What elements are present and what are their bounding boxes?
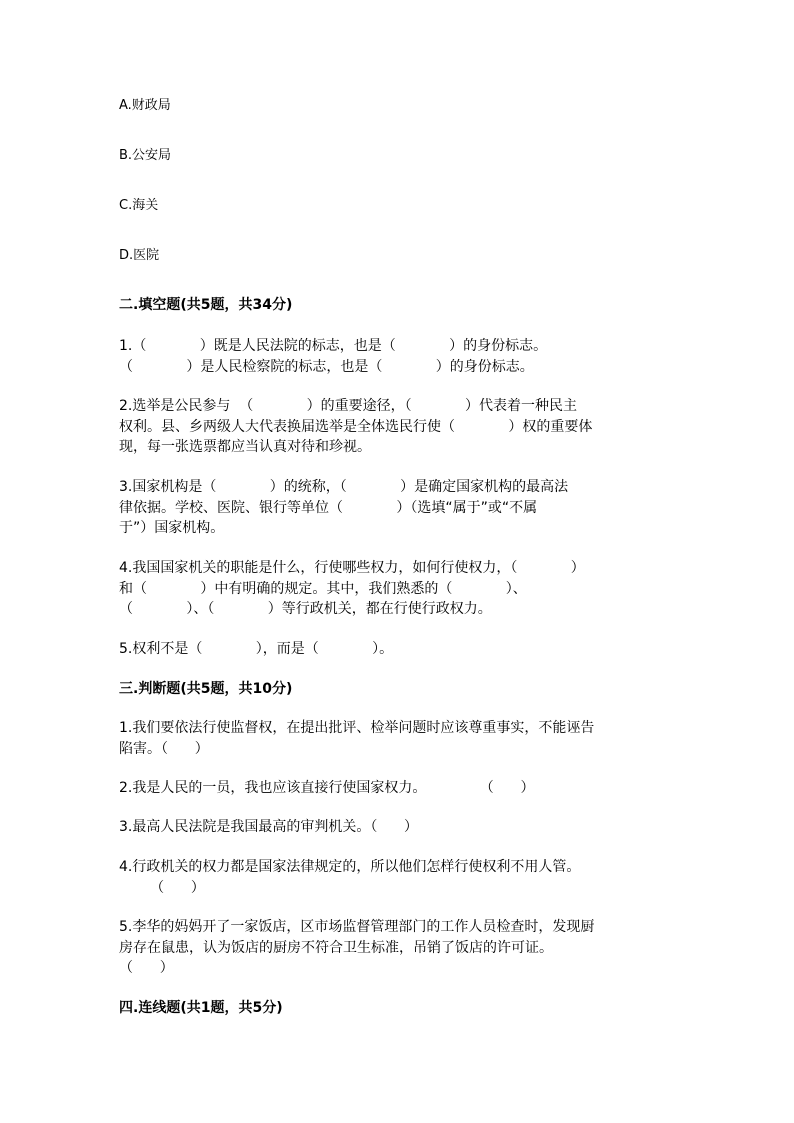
- question-line: 5.李华的妈妈开了一家饭店，区市场监督管理部门的工作人员检查时，发现厨: [119, 919, 595, 935]
- question-line: 陷害。（ ）: [119, 740, 209, 757]
- question-line: 权利。县、乡两级人大代表换届选举是全体选民行使（ ）权的重要体: [119, 418, 593, 435]
- fill-question-2: [119, 396, 669, 458]
- question-line: （ ）是人民检察院的标志，也是（ ）的身份标志。: [119, 358, 534, 375]
- judge-question-1: [119, 718, 669, 759]
- question-line: 4.行政机关的权力都是国家法律规定的，所以他们怎样行使权利不用人管。: [119, 859, 581, 875]
- fill-question-3: [119, 477, 669, 539]
- option-b: B.公安局: [119, 148, 172, 163]
- fill-question-1: [119, 336, 669, 377]
- judge-question-2: [119, 778, 669, 799]
- section-header-true-false: 三.判断题(共5题，共10分): [119, 681, 293, 697]
- question-line: 3.国家机构是（ ）的统称，（ ）是确定国家机构的最高法: [119, 479, 569, 495]
- question-line: （ ）: [119, 960, 174, 976]
- fill-question-5: [119, 639, 669, 660]
- section-header-fill-blank: 二.填空题(共5题，共34分): [119, 297, 293, 313]
- question-line: 现，每一张选票都应当认真对待和珍视。: [119, 439, 371, 455]
- question-line: 4.我国国家机关的职能是什么，行使哪些权力，如何行使权力，（ ）: [119, 560, 585, 576]
- option-a: A.财政局: [119, 98, 171, 113]
- section-header-matching: 四.连线题(共1题，共5分): [119, 1000, 283, 1016]
- question-line: 1.我们要依法行使监督权，在提出批评、检举问题时应该尊重事实，不能诬告: [119, 720, 595, 736]
- question-line: （ ）、（ ）等行政机关，都在行使行政权力。: [119, 601, 492, 617]
- judge-question-5: [119, 917, 669, 979]
- judge-question-4: [119, 857, 669, 898]
- question-line: 2.选举是公民参与 （ ）的重要途径，（ ）代表着一种民主: [119, 398, 578, 414]
- question-line: 1.（ ）既是人民法院的标志，也是（ ）的身份标志。: [119, 338, 548, 354]
- question-line: 2.我是人民的一员，我也应该直接行使国家权力。 （ ）: [119, 780, 535, 796]
- question-line: （ ）: [119, 879, 205, 896]
- option-d: D.医院: [119, 248, 160, 263]
- question-line: 5.权利不是（ ），而是（ ）。: [119, 641, 394, 657]
- question-line: 于”）国家机构。: [119, 520, 225, 536]
- option-c: C.海关: [119, 198, 159, 213]
- question-line: 3.最高人民法院是我国最高的审判机关。（ ）: [119, 819, 419, 835]
- judge-question-3: [119, 817, 669, 838]
- question-line: 房存在鼠患，认为饭店的厨房不符合卫生标准，吊销了饭店的许可证。: [119, 939, 553, 956]
- question-line: 和（ ）中有明确的规定。其中，我们熟悉的（ ）、: [119, 580, 527, 597]
- question-line: 律依据。学校、医院、银行等单位（ ）（选填“属于”或“不属: [119, 499, 538, 516]
- fill-question-4: [119, 558, 669, 620]
